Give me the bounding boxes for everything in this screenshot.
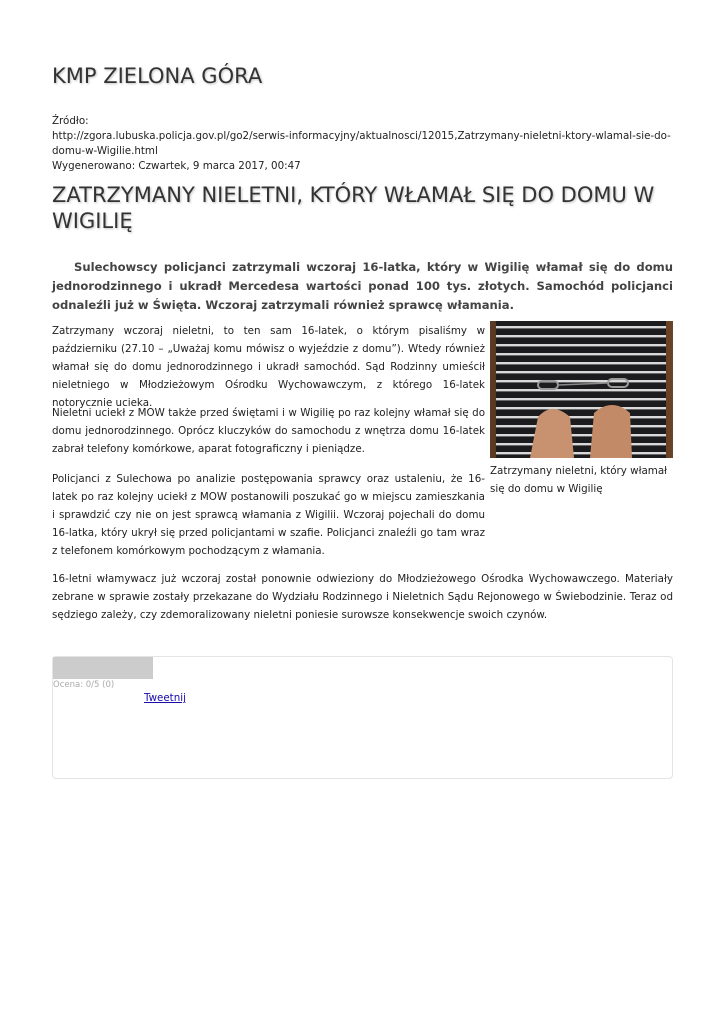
photo-caption: Zatrzymany nieletni, który włamał się do domu w Wigilię [490, 465, 668, 495]
article-paragraph: Policjanci z Sulechowa po analizie postępowania sprawcy oraz ustaleniu, że 16-latek po raz kolejny uciekł z MOW postanowili poszukać go w miejscu zamieszkania i sprawdzić czy nie on jest sprawcą włamania z Wigilii. Wczoraj pojechali do domu 16-latka, który ukrył się przed policjantami w szafie. Policjanci znaleźli go tam wraz z telefonem komórkowym pochodzącym z włamania. [52, 473, 485, 557]
source-url: http://zgora.lubuska.policja.gov.pl/go2/serwis-informacyjny/aktualnosci/12015,Zatrzymany-nieletni-ktory-wlamal-sie-do-domu-w-Wigilie.html [52, 130, 671, 157]
article-title: ZATRZYMANY NIELETNI, KTÓRY WŁAMAŁ SIĘ DO DOMU W WIGILIĘ [52, 183, 655, 233]
source-meta [52, 114, 673, 174]
rating-widget [52, 656, 673, 779]
article-paragraph: Zatrzymany wczoraj nieletni, to ten sam 16-latek, o którym pisaliśmy w październiku (27.10 – „Uważaj komu mówisz o wyjeździe z domu”). Wtedy również włamał się do domu jednorodzinnego i ukradł samochód. Sąd Rodzinny umieścił nieletniego w Młodzieżowym Ośrodku Wychowawczym, z którego 16-latek notorycznie ucieka. [52, 325, 485, 409]
article-paragraph: Nieletni uciekł z MOW także przed świętami i w Wigilię po raz kolejny włamał się do domu jednorodzinnego. Oprócz kluczyków do samochodu z wnętrza domu 16-latek zabrał telefony komórkowe, aparat fotograficzny i pieniądze. [52, 407, 485, 455]
article-lead: Sulechowscy policjanci zatrzymali wczoraj 16-latka, który w Wigilię włamał się do domu jednorodzinnego i ukradł Mercedesa wartości ponad 100 tys. złotych. Samochód policjanci odnaleźli już w Święta. Wczoraj zatrzymali również sprawcę włamania. [52, 260, 673, 312]
source-label: Źródło: [52, 115, 89, 127]
article-paragraph: 16-letni włamywacz już wczoraj został ponownie odwieziony do Młodzieżowego Ośrodka Wychowawczego. Materiały zebrane w sprawie zostały przekazane do Wydziału Rodzinnego i Nieletnich Sądu Rejonowego w Świebodzinie. Teraz od sędziego zależy, czy zdemoralizowany nieletni poniesie surowsze konsekwencje swoich czynów. [52, 573, 673, 621]
site-title: KMP ZIELONA GÓRA [52, 64, 263, 88]
rating-stars-bar[interactable] [53, 657, 153, 679]
article-figure [490, 321, 673, 498]
tweet-link[interactable]: Tweetnij [144, 692, 186, 704]
article-photo [490, 321, 673, 458]
generated-date: Wygenerowano: Czwartek, 9 marca 2017, 00:47 [52, 160, 301, 172]
rating-text: Ocena: 0/5 (0) [53, 680, 115, 690]
